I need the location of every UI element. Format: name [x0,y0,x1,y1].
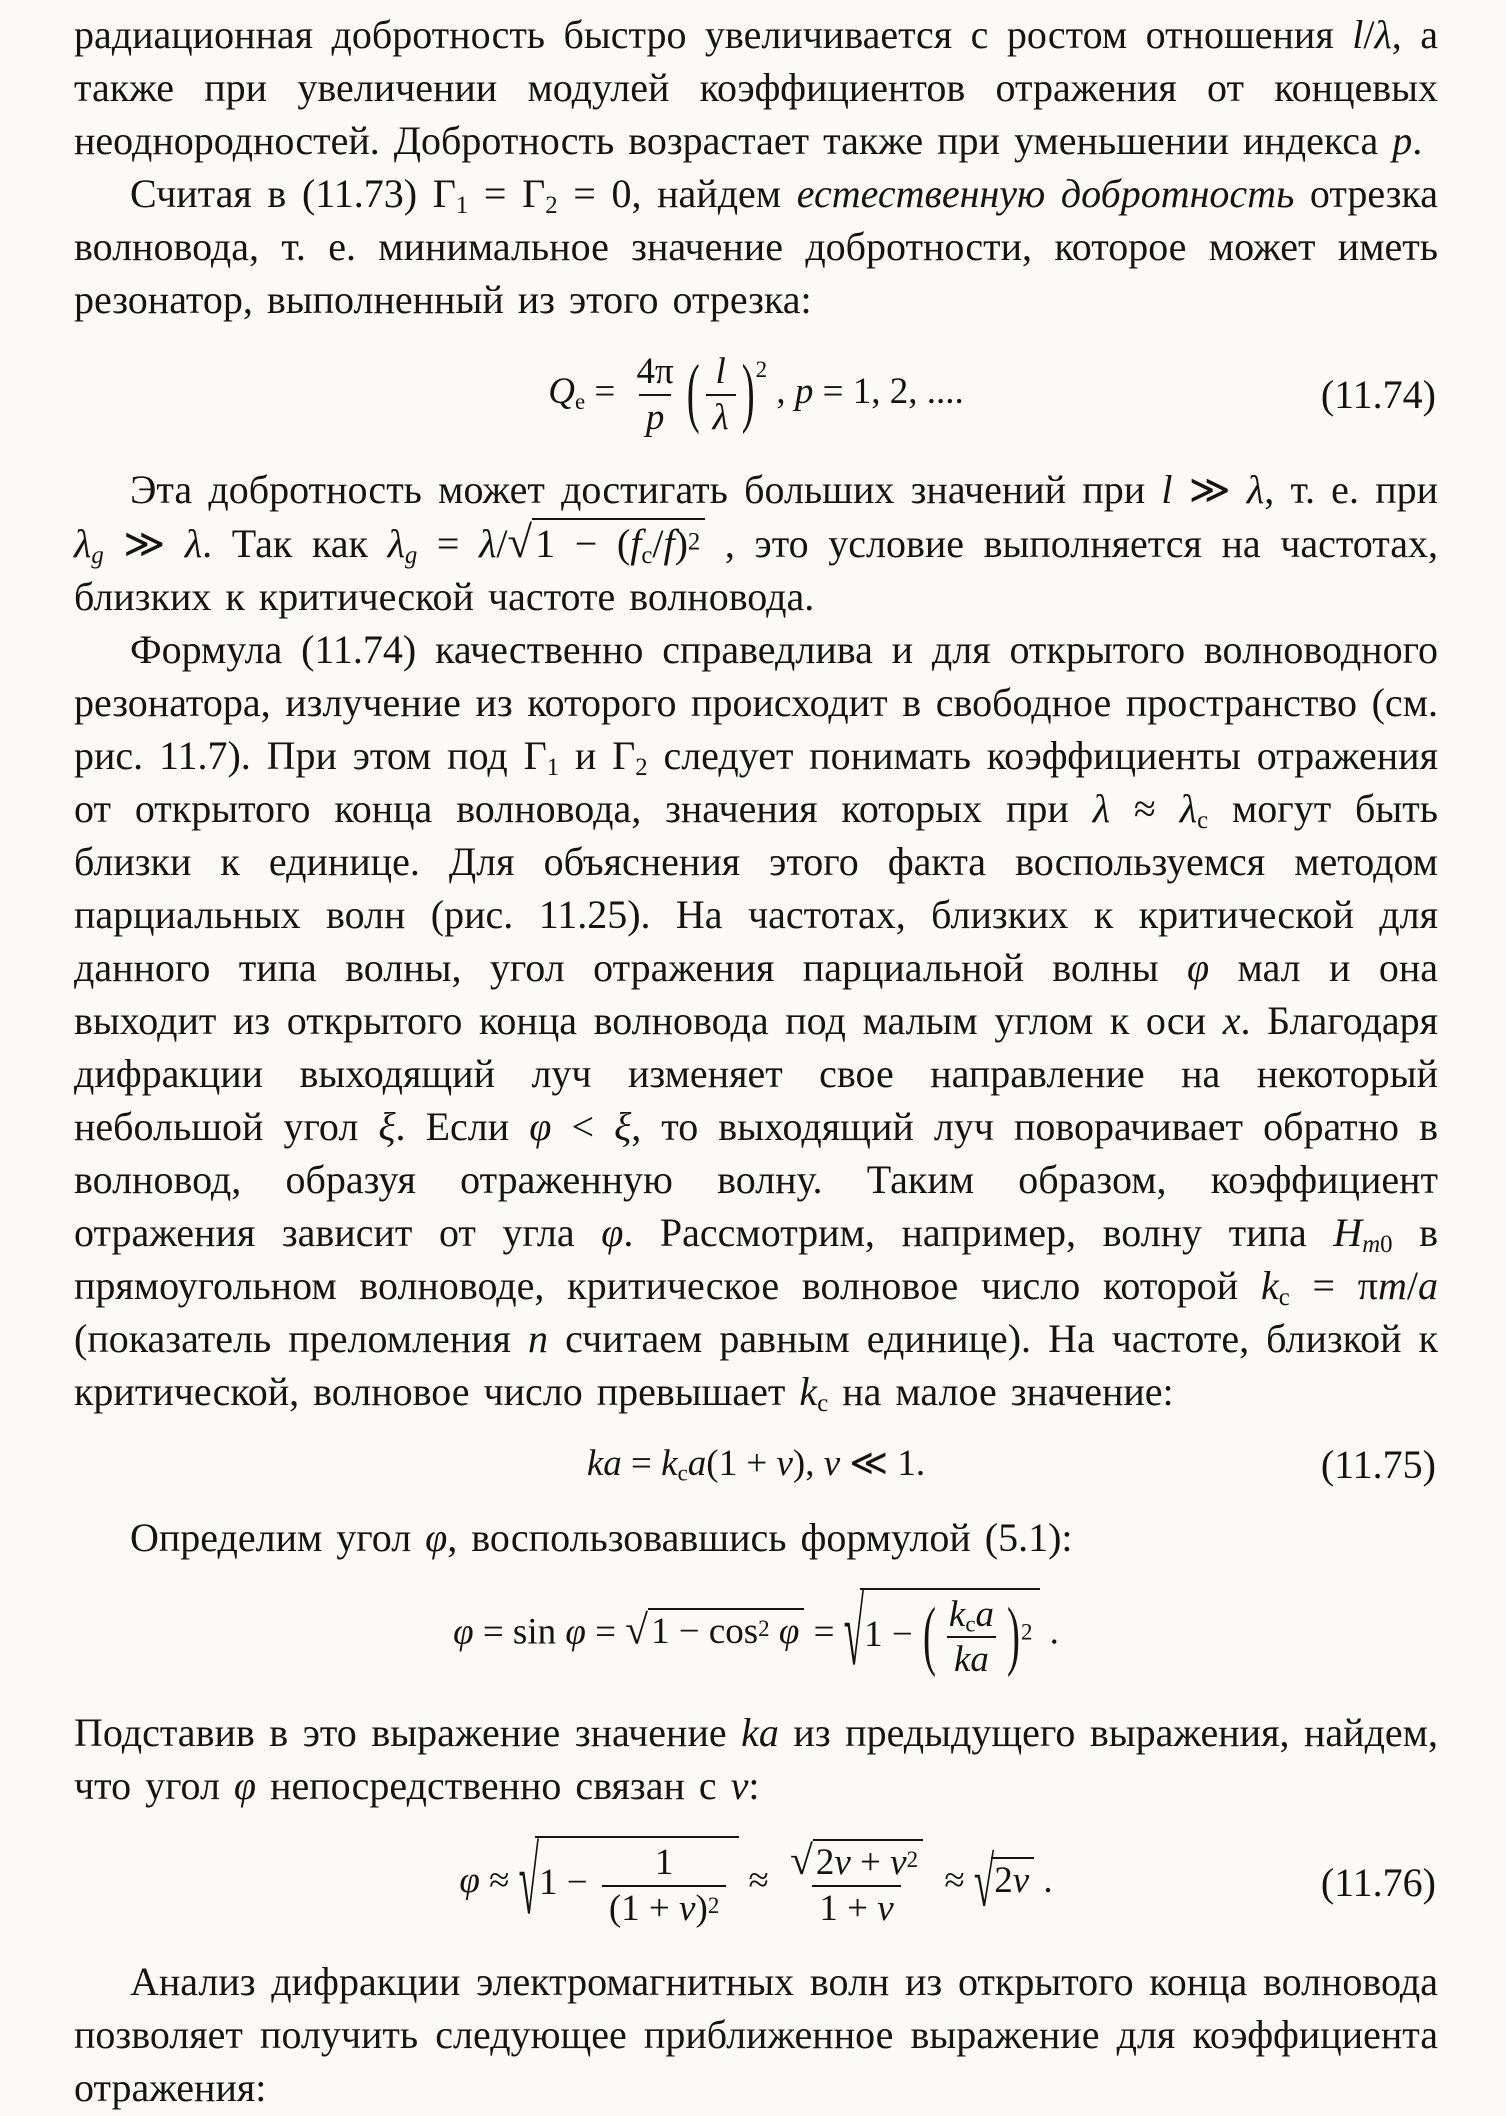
paragraph-open-resonator: Формула (11.74) качественно справедлива и для открытого волноводного резонатора, излучение из которого происходит в свободное пространство (см. рис. 11.7). При этом под $\Gamma_1$ и $\Gamma_2$ следует понимать коэффициенты отражения от открытого конца волновода, значения которых при $\lambda \approx \lambda_c$ могут быть близки к единице. Для объяснения этого факта воспользуемся методом парциальных волн (рис. 11.25). На частотах, близких к критической для данного типа волны, угол отражения парциальной волны φ мал и она выходит из открытого конца волновода под малым углом к оси x. Благодаря дифракции выходящий луч изменяет свое направление на некоторый небольшой угол ξ. Если φ < ξ, то выходящий луч поворачивает обратно в волновод, образуя отраженную волну. Таким образом, коэффициент отражения зависит от угла φ. Рассмотрим, например, волну типа $H_{m0}$ в прямоугольном волноводе, критическое волновое число которой $k_c = \pi m/a$ (показатель преломления n считаем равным единице). На частоте, близкой к критической, волновое число превышает $k_c$ на малое значение: [74,627,1439,1418]
equation-number-11-75: (11.75) [1320,1441,1436,1487]
formula-11-75: ka = $k_ca(1 + \nu)$, ν ≪ 1. [586,1443,926,1487]
paragraph-radiation-q: радиационная добротность быстро увеличивается с ростом отношения l/λ, а также при увеличении модулей коэффициентов отражения от концевых неоднородностей. Добротность возрастает также при уменьшении индекса p. [74,12,1438,163]
formula-11-74: $Q_e$ = $\frac{4\pi}{p}$ ( $\frac{l}{\lambda}$ )$^2$ , p = 1, 2, .... [548,349,964,438]
equation-11-74 [74,350,1438,439]
formula-sin-phi: $\varphi = \sin \varphi = √1 - \cos^2 \varphi = √1$ − ( $\frac{k_ca}{ka}$ )$^2$ . [453,1582,1059,1688]
paragraph-diffraction-analysis: Анализ дифракции электромагнитных волн из открытого конца волновода позволяет получить следующее приближенное выражение для коэффициента отражения: [74,1958,1438,2110]
equation-sin-phi [74,1582,1438,1688]
paragraph-define-angle: Определим угол φ, воспользовавшись формулой (5.1): [130,1514,1073,1560]
paragraph-large-q-values: Эта добротность может достигать больших значений при l ≫ λ, т. е. при $\lambda_g$ ≫ λ. Так как $\lambda_g = \lambda/√1 - (f_c/f)^2$ , это условие выполняется на частотах, близких к критической частоте волновода. [74,467,1439,620]
equation-11-75 [74,1442,1438,1486]
paragraph-natural-q: Считая в (11.73) $\Gamma_1 = \Gamma_2 = 0$, найдем естественную добротность отрезка волновода, т. е. минимальное значение добротности, которое может иметь резонатор, выполненный из этого отрезка: [74,171,1438,322]
equation-11-76 [74,1831,1438,1936]
formula-11-76: φ ≈ √1 − $\frac{1}{(1 + \nu)^2}$ ≈ $\frac{√2\nu + \nu^2}{1 + \nu}$ ≈ √2ν . [459,1831,1053,1936]
equation-number-11-74: (11.74) [1320,371,1436,417]
paragraph-substitute-ka: Подставив в это выражение значение ka из предыдущего выражения, найдем, что угол φ непосредственно связан с ν: [74,1710,1438,1809]
equation-number-11-76: (11.76) [1320,1860,1436,1906]
